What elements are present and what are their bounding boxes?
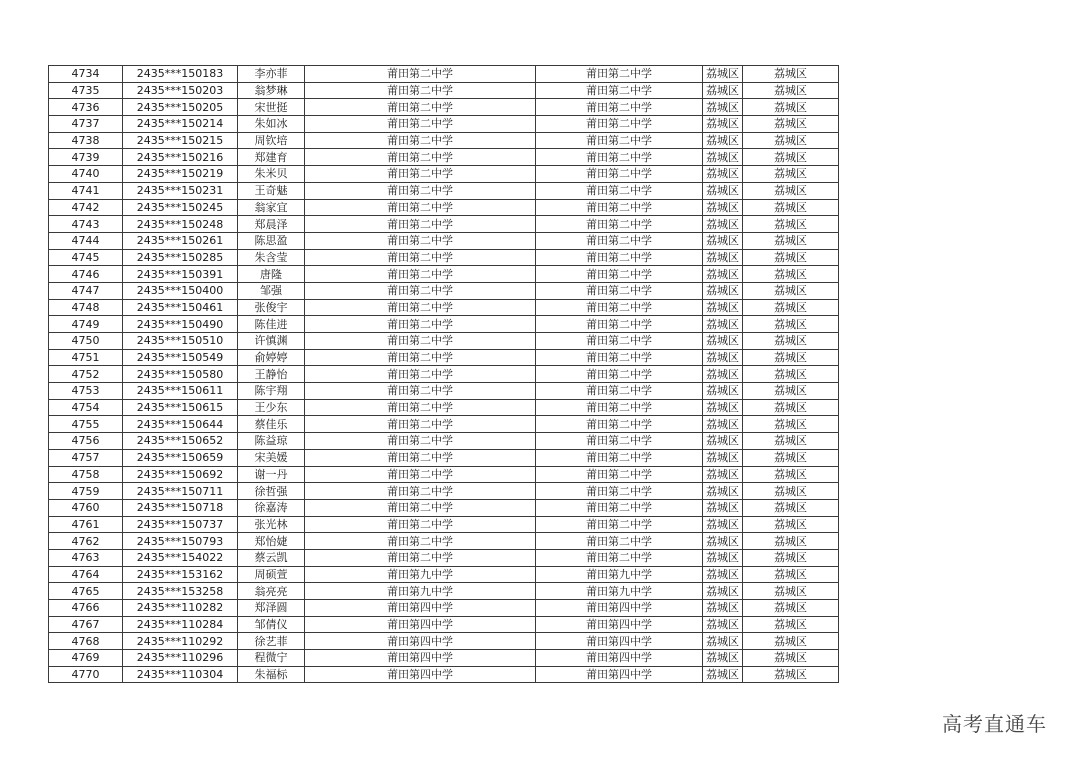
table-row bbox=[49, 666, 839, 683]
student-name-cell: 翁亮亮 bbox=[238, 583, 305, 600]
table-row bbox=[49, 132, 839, 149]
school-cell: 莆田第二中学 bbox=[305, 516, 536, 533]
admitted-school-cell: 莆田第四中学 bbox=[536, 650, 703, 667]
district-cell: 荔城区 bbox=[703, 633, 743, 650]
table-row bbox=[49, 650, 839, 667]
student-name-cell: 周硕萱 bbox=[238, 566, 305, 583]
table-row bbox=[49, 216, 839, 233]
admitted-school-cell: 莆田第四中学 bbox=[536, 600, 703, 617]
district-cell: 荔城区 bbox=[703, 182, 743, 199]
row-number-cell: 4767 bbox=[49, 616, 123, 633]
candidate-id-cell: 2435***150245 bbox=[123, 199, 238, 216]
table-row bbox=[49, 199, 839, 216]
admission-district-cell: 荔城区 bbox=[743, 166, 839, 183]
row-number-cell: 4742 bbox=[49, 199, 123, 216]
admission-district-cell: 荔城区 bbox=[743, 616, 839, 633]
school-cell: 莆田第二中学 bbox=[305, 433, 536, 450]
row-number-cell: 4739 bbox=[49, 149, 123, 166]
row-number-cell: 4736 bbox=[49, 99, 123, 116]
table-row bbox=[49, 333, 839, 350]
admission-district-cell: 荔城区 bbox=[743, 516, 839, 533]
admitted-school-cell: 莆田第二中学 bbox=[536, 66, 703, 83]
admitted-school-cell: 莆田第四中学 bbox=[536, 616, 703, 633]
admission-district-cell: 荔城区 bbox=[743, 499, 839, 516]
school-cell: 莆田第四中学 bbox=[305, 666, 536, 683]
candidate-id-cell: 2435***110284 bbox=[123, 616, 238, 633]
table-row bbox=[49, 633, 839, 650]
table-row bbox=[49, 299, 839, 316]
candidate-id-cell: 2435***150490 bbox=[123, 316, 238, 333]
district-cell: 荔城区 bbox=[703, 533, 743, 550]
table-row bbox=[49, 232, 839, 249]
student-name-cell: 朱含莹 bbox=[238, 249, 305, 266]
student-name-cell: 俞婷婷 bbox=[238, 349, 305, 366]
school-cell: 莆田第二中学 bbox=[305, 533, 536, 550]
school-cell: 莆田第四中学 bbox=[305, 633, 536, 650]
candidate-id-cell: 2435***150231 bbox=[123, 182, 238, 199]
row-number-cell: 4747 bbox=[49, 282, 123, 299]
table-row bbox=[49, 316, 839, 333]
district-cell: 荔城区 bbox=[703, 282, 743, 299]
candidate-id-cell: 2435***150652 bbox=[123, 433, 238, 450]
school-cell: 莆田第二中学 bbox=[305, 383, 536, 400]
table-row bbox=[49, 416, 839, 433]
district-cell: 荔城区 bbox=[703, 333, 743, 350]
row-number-cell: 4735 bbox=[49, 82, 123, 99]
admission-district-cell: 荔城区 bbox=[743, 633, 839, 650]
district-cell: 荔城区 bbox=[703, 666, 743, 683]
district-cell: 荔城区 bbox=[703, 416, 743, 433]
candidate-id-cell: 2435***150711 bbox=[123, 483, 238, 500]
admitted-school-cell: 莆田第九中学 bbox=[536, 583, 703, 600]
row-number-cell: 4744 bbox=[49, 232, 123, 249]
candidate-id-cell: 2435***110304 bbox=[123, 666, 238, 683]
table-body bbox=[49, 66, 839, 683]
admission-district-cell: 荔城区 bbox=[743, 266, 839, 283]
table-row bbox=[49, 182, 839, 199]
admitted-school-cell: 莆田第二中学 bbox=[536, 116, 703, 133]
district-cell: 荔城区 bbox=[703, 399, 743, 416]
admission-district-cell: 荔城区 bbox=[743, 666, 839, 683]
row-number-cell: 4754 bbox=[49, 399, 123, 416]
school-cell: 莆田第二中学 bbox=[305, 266, 536, 283]
table-row bbox=[49, 66, 839, 83]
candidate-id-cell: 2435***150400 bbox=[123, 282, 238, 299]
row-number-cell: 4753 bbox=[49, 383, 123, 400]
admission-district-cell: 荔城区 bbox=[743, 566, 839, 583]
district-cell: 荔城区 bbox=[703, 650, 743, 667]
student-name-cell: 唐隆 bbox=[238, 266, 305, 283]
district-cell: 荔城区 bbox=[703, 216, 743, 233]
admission-district-cell: 荔城区 bbox=[743, 600, 839, 617]
student-name-cell: 郑晨泽 bbox=[238, 216, 305, 233]
admitted-school-cell: 莆田第二中学 bbox=[536, 349, 703, 366]
district-cell: 荔城区 bbox=[703, 483, 743, 500]
school-cell: 莆田第二中学 bbox=[305, 199, 536, 216]
school-cell: 莆田第二中学 bbox=[305, 216, 536, 233]
admitted-school-cell: 莆田第二中学 bbox=[536, 299, 703, 316]
candidate-id-cell: 2435***150205 bbox=[123, 99, 238, 116]
candidate-id-cell: 2435***150214 bbox=[123, 116, 238, 133]
admitted-school-cell: 莆田第二中学 bbox=[536, 166, 703, 183]
row-number-cell: 4751 bbox=[49, 349, 123, 366]
row-number-cell: 4749 bbox=[49, 316, 123, 333]
admission-district-cell: 荔城区 bbox=[743, 282, 839, 299]
candidate-id-cell: 2435***150611 bbox=[123, 383, 238, 400]
candidate-id-cell: 2435***150644 bbox=[123, 416, 238, 433]
row-number-cell: 4761 bbox=[49, 516, 123, 533]
admitted-school-cell: 莆田第四中学 bbox=[536, 666, 703, 683]
table-row bbox=[49, 466, 839, 483]
school-cell: 莆田第四中学 bbox=[305, 650, 536, 667]
row-number-cell: 4756 bbox=[49, 433, 123, 450]
candidate-id-cell: 2435***150692 bbox=[123, 466, 238, 483]
table-row bbox=[49, 266, 839, 283]
row-number-cell: 4755 bbox=[49, 416, 123, 433]
admission-district-cell: 荔城区 bbox=[743, 149, 839, 166]
school-cell: 莆田第二中学 bbox=[305, 416, 536, 433]
student-name-cell: 周钦培 bbox=[238, 132, 305, 149]
district-cell: 荔城区 bbox=[703, 132, 743, 149]
table-row bbox=[49, 600, 839, 617]
row-number-cell: 4748 bbox=[49, 299, 123, 316]
district-cell: 荔城区 bbox=[703, 566, 743, 583]
school-cell: 莆田第二中学 bbox=[305, 299, 536, 316]
school-cell: 莆田第四中学 bbox=[305, 600, 536, 617]
district-cell: 荔城区 bbox=[703, 249, 743, 266]
student-name-cell: 陈益琼 bbox=[238, 433, 305, 450]
row-number-cell: 4734 bbox=[49, 66, 123, 83]
row-number-cell: 4738 bbox=[49, 132, 123, 149]
table-row bbox=[49, 349, 839, 366]
table-row bbox=[49, 166, 839, 183]
admitted-school-cell: 莆田第二中学 bbox=[536, 549, 703, 566]
admitted-school-cell: 莆田第二中学 bbox=[536, 366, 703, 383]
admission-district-cell: 荔城区 bbox=[743, 82, 839, 99]
student-name-cell: 宋美媛 bbox=[238, 449, 305, 466]
table-row bbox=[49, 366, 839, 383]
row-number-cell: 4770 bbox=[49, 666, 123, 683]
candidate-id-cell: 2435***150718 bbox=[123, 499, 238, 516]
district-cell: 荔城区 bbox=[703, 466, 743, 483]
admission-district-cell: 荔城区 bbox=[743, 466, 839, 483]
admission-district-cell: 荔城区 bbox=[743, 533, 839, 550]
school-cell: 莆田第二中学 bbox=[305, 182, 536, 199]
student-name-cell: 翁家宜 bbox=[238, 199, 305, 216]
student-name-cell: 朱福标 bbox=[238, 666, 305, 683]
school-cell: 莆田第二中学 bbox=[305, 449, 536, 466]
admitted-school-cell: 莆田第二中学 bbox=[536, 449, 703, 466]
district-cell: 荔城区 bbox=[703, 366, 743, 383]
admission-district-cell: 荔城区 bbox=[743, 483, 839, 500]
student-name-cell: 李亦菲 bbox=[238, 66, 305, 83]
table-row bbox=[49, 399, 839, 416]
table-row bbox=[49, 99, 839, 116]
school-cell: 莆田第二中学 bbox=[305, 466, 536, 483]
district-cell: 荔城区 bbox=[703, 433, 743, 450]
row-number-cell: 4762 bbox=[49, 533, 123, 550]
school-cell: 莆田第九中学 bbox=[305, 566, 536, 583]
table-row bbox=[49, 82, 839, 99]
student-name-cell: 邹倩仪 bbox=[238, 616, 305, 633]
student-name-cell: 程微宁 bbox=[238, 650, 305, 667]
candidate-id-cell: 2435***153258 bbox=[123, 583, 238, 600]
candidate-id-cell: 2435***150793 bbox=[123, 533, 238, 550]
candidate-id-cell: 2435***154022 bbox=[123, 549, 238, 566]
district-cell: 荔城区 bbox=[703, 383, 743, 400]
admitted-school-cell: 莆田第九中学 bbox=[536, 566, 703, 583]
admission-district-cell: 荔城区 bbox=[743, 132, 839, 149]
student-name-cell: 张光林 bbox=[238, 516, 305, 533]
admitted-school-cell: 莆田第二中学 bbox=[536, 82, 703, 99]
admission-district-cell: 荔城区 bbox=[743, 549, 839, 566]
student-name-cell: 王奇魅 bbox=[238, 182, 305, 199]
candidate-id-cell: 2435***150183 bbox=[123, 66, 238, 83]
admitted-school-cell: 莆田第二中学 bbox=[536, 466, 703, 483]
student-name-cell: 陈思盈 bbox=[238, 232, 305, 249]
table-row bbox=[49, 449, 839, 466]
row-number-cell: 4759 bbox=[49, 483, 123, 500]
district-cell: 荔城区 bbox=[703, 549, 743, 566]
admission-district-cell: 荔城区 bbox=[743, 449, 839, 466]
school-cell: 莆田第二中学 bbox=[305, 166, 536, 183]
student-name-cell: 郑建育 bbox=[238, 149, 305, 166]
school-cell: 莆田第二中学 bbox=[305, 249, 536, 266]
school-cell: 莆田第二中学 bbox=[305, 82, 536, 99]
district-cell: 荔城区 bbox=[703, 166, 743, 183]
admitted-school-cell: 莆田第二中学 bbox=[536, 232, 703, 249]
student-name-cell: 徐嘉涛 bbox=[238, 499, 305, 516]
candidate-id-cell: 2435***110282 bbox=[123, 600, 238, 617]
admission-district-cell: 荔城区 bbox=[743, 333, 839, 350]
row-number-cell: 4737 bbox=[49, 116, 123, 133]
district-cell: 荔城区 bbox=[703, 149, 743, 166]
candidate-id-cell: 2435***150549 bbox=[123, 349, 238, 366]
admission-district-cell: 荔城区 bbox=[743, 399, 839, 416]
school-cell: 莆田第二中学 bbox=[305, 333, 536, 350]
district-cell: 荔城区 bbox=[703, 116, 743, 133]
row-number-cell: 4765 bbox=[49, 583, 123, 600]
row-number-cell: 4752 bbox=[49, 366, 123, 383]
admitted-school-cell: 莆田第二中学 bbox=[536, 149, 703, 166]
table-row bbox=[49, 282, 839, 299]
school-cell: 莆田第二中学 bbox=[305, 282, 536, 299]
table-row bbox=[49, 149, 839, 166]
table-row bbox=[49, 249, 839, 266]
school-cell: 莆田第二中学 bbox=[305, 499, 536, 516]
candidate-id-cell: 2435***150391 bbox=[123, 266, 238, 283]
admission-district-cell: 荔城区 bbox=[743, 650, 839, 667]
student-name-cell: 陈佳进 bbox=[238, 316, 305, 333]
school-cell: 莆田第二中学 bbox=[305, 349, 536, 366]
candidate-id-cell: 2435***150659 bbox=[123, 449, 238, 466]
student-name-cell: 朱米贝 bbox=[238, 166, 305, 183]
student-name-cell: 许慎渊 bbox=[238, 333, 305, 350]
student-name-cell: 蔡佳乐 bbox=[238, 416, 305, 433]
candidate-id-cell: 2435***150510 bbox=[123, 333, 238, 350]
district-cell: 荔城区 bbox=[703, 449, 743, 466]
row-number-cell: 4757 bbox=[49, 449, 123, 466]
student-name-cell: 宋世挺 bbox=[238, 99, 305, 116]
row-number-cell: 4768 bbox=[49, 633, 123, 650]
admission-list-table bbox=[48, 65, 839, 683]
admitted-school-cell: 莆田第二中学 bbox=[536, 132, 703, 149]
admitted-school-cell: 莆田第二中学 bbox=[536, 533, 703, 550]
table-row bbox=[49, 533, 839, 550]
student-name-cell: 徐艺菲 bbox=[238, 633, 305, 650]
admitted-school-cell: 莆田第二中学 bbox=[536, 182, 703, 199]
table-row bbox=[49, 499, 839, 516]
table-row bbox=[49, 483, 839, 500]
district-cell: 荔城区 bbox=[703, 349, 743, 366]
admission-district-cell: 荔城区 bbox=[743, 349, 839, 366]
candidate-id-cell: 2435***150737 bbox=[123, 516, 238, 533]
student-name-cell: 张俊宇 bbox=[238, 299, 305, 316]
candidate-id-cell: 2435***150461 bbox=[123, 299, 238, 316]
candidate-id-cell: 2435***150615 bbox=[123, 399, 238, 416]
admitted-school-cell: 莆田第二中学 bbox=[536, 333, 703, 350]
student-name-cell: 徐哲强 bbox=[238, 483, 305, 500]
district-cell: 荔城区 bbox=[703, 299, 743, 316]
school-cell: 莆田第二中学 bbox=[305, 116, 536, 133]
admission-district-cell: 荔城区 bbox=[743, 316, 839, 333]
student-name-cell: 王少东 bbox=[238, 399, 305, 416]
school-cell: 莆田第九中学 bbox=[305, 583, 536, 600]
district-cell: 荔城区 bbox=[703, 583, 743, 600]
row-number-cell: 4743 bbox=[49, 216, 123, 233]
student-name-cell: 翁梦琳 bbox=[238, 82, 305, 99]
watermark-text: 高考直通车 bbox=[942, 712, 1047, 736]
candidate-id-cell: 2435***110296 bbox=[123, 650, 238, 667]
admission-district-cell: 荔城区 bbox=[743, 433, 839, 450]
admitted-school-cell: 莆田第四中学 bbox=[536, 633, 703, 650]
admission-district-cell: 荔城区 bbox=[743, 199, 839, 216]
admission-district-cell: 荔城区 bbox=[743, 232, 839, 249]
admission-district-cell: 荔城区 bbox=[743, 216, 839, 233]
district-cell: 荔城区 bbox=[703, 66, 743, 83]
admitted-school-cell: 莆田第二中学 bbox=[536, 416, 703, 433]
admission-district-cell: 荔城区 bbox=[743, 383, 839, 400]
row-number-cell: 4760 bbox=[49, 499, 123, 516]
school-cell: 莆田第二中学 bbox=[305, 149, 536, 166]
school-cell: 莆田第四中学 bbox=[305, 616, 536, 633]
admission-district-cell: 荔城区 bbox=[743, 99, 839, 116]
admission-district-cell: 荔城区 bbox=[743, 416, 839, 433]
candidate-id-cell: 2435***153162 bbox=[123, 566, 238, 583]
student-name-cell: 朱如冰 bbox=[238, 116, 305, 133]
candidate-id-cell: 2435***150261 bbox=[123, 232, 238, 249]
admission-district-cell: 荔城区 bbox=[743, 182, 839, 199]
admitted-school-cell: 莆田第二中学 bbox=[536, 199, 703, 216]
admitted-school-cell: 莆田第二中学 bbox=[536, 483, 703, 500]
admitted-school-cell: 莆田第二中学 bbox=[536, 516, 703, 533]
admission-district-cell: 荔城区 bbox=[743, 116, 839, 133]
school-cell: 莆田第二中学 bbox=[305, 66, 536, 83]
row-number-cell: 4766 bbox=[49, 600, 123, 617]
admitted-school-cell: 莆田第二中学 bbox=[536, 249, 703, 266]
student-name-cell: 蔡云凯 bbox=[238, 549, 305, 566]
table-row bbox=[49, 583, 839, 600]
district-cell: 荔城区 bbox=[703, 600, 743, 617]
row-number-cell: 4764 bbox=[49, 566, 123, 583]
row-number-cell: 4750 bbox=[49, 333, 123, 350]
row-number-cell: 4758 bbox=[49, 466, 123, 483]
admitted-school-cell: 莆田第二中学 bbox=[536, 282, 703, 299]
district-cell: 荔城区 bbox=[703, 499, 743, 516]
candidate-id-cell: 2435***150580 bbox=[123, 366, 238, 383]
school-cell: 莆田第二中学 bbox=[305, 483, 536, 500]
district-cell: 荔城区 bbox=[703, 82, 743, 99]
district-cell: 荔城区 bbox=[703, 516, 743, 533]
admission-district-cell: 荔城区 bbox=[743, 583, 839, 600]
admitted-school-cell: 莆田第二中学 bbox=[536, 499, 703, 516]
table-row bbox=[49, 383, 839, 400]
candidate-id-cell: 2435***150219 bbox=[123, 166, 238, 183]
table-row bbox=[49, 433, 839, 450]
admitted-school-cell: 莆田第二中学 bbox=[536, 216, 703, 233]
candidate-id-cell: 2435***110292 bbox=[123, 633, 238, 650]
candidate-id-cell: 2435***150203 bbox=[123, 82, 238, 99]
table-row bbox=[49, 566, 839, 583]
candidate-id-cell: 2435***150285 bbox=[123, 249, 238, 266]
admitted-school-cell: 莆田第二中学 bbox=[536, 399, 703, 416]
school-cell: 莆田第二中学 bbox=[305, 316, 536, 333]
student-name-cell: 邹强 bbox=[238, 282, 305, 299]
district-cell: 荔城区 bbox=[703, 316, 743, 333]
row-number-cell: 4769 bbox=[49, 650, 123, 667]
admission-district-cell: 荔城区 bbox=[743, 299, 839, 316]
student-name-cell: 谢一丹 bbox=[238, 466, 305, 483]
row-number-cell: 4745 bbox=[49, 249, 123, 266]
student-name-cell: 陈宇翔 bbox=[238, 383, 305, 400]
student-name-cell: 王静怡 bbox=[238, 366, 305, 383]
school-cell: 莆田第二中学 bbox=[305, 399, 536, 416]
table-row bbox=[49, 516, 839, 533]
admission-district-cell: 荔城区 bbox=[743, 249, 839, 266]
table-row bbox=[49, 549, 839, 566]
admitted-school-cell: 莆田第二中学 bbox=[536, 99, 703, 116]
district-cell: 荔城区 bbox=[703, 266, 743, 283]
admitted-school-cell: 莆田第二中学 bbox=[536, 316, 703, 333]
district-cell: 荔城区 bbox=[703, 99, 743, 116]
candidate-id-cell: 2435***150248 bbox=[123, 216, 238, 233]
candidate-id-cell: 2435***150215 bbox=[123, 132, 238, 149]
admission-district-cell: 荔城区 bbox=[743, 66, 839, 83]
school-cell: 莆田第二中学 bbox=[305, 232, 536, 249]
school-cell: 莆田第二中学 bbox=[305, 132, 536, 149]
student-name-cell: 郑怡婕 bbox=[238, 533, 305, 550]
admitted-school-cell: 莆田第二中学 bbox=[536, 266, 703, 283]
row-number-cell: 4740 bbox=[49, 166, 123, 183]
admitted-school-cell: 莆田第二中学 bbox=[536, 433, 703, 450]
admission-district-cell: 荔城区 bbox=[743, 366, 839, 383]
district-cell: 荔城区 bbox=[703, 616, 743, 633]
school-cell: 莆田第二中学 bbox=[305, 549, 536, 566]
row-number-cell: 4763 bbox=[49, 549, 123, 566]
candidate-id-cell: 2435***150216 bbox=[123, 149, 238, 166]
school-cell: 莆田第二中学 bbox=[305, 99, 536, 116]
district-cell: 荔城区 bbox=[703, 199, 743, 216]
table-row bbox=[49, 116, 839, 133]
admitted-school-cell: 莆田第二中学 bbox=[536, 383, 703, 400]
student-name-cell: 郑泽圆 bbox=[238, 600, 305, 617]
row-number-cell: 4741 bbox=[49, 182, 123, 199]
row-number-cell: 4746 bbox=[49, 266, 123, 283]
school-cell: 莆田第二中学 bbox=[305, 366, 536, 383]
table-row bbox=[49, 616, 839, 633]
district-cell: 荔城区 bbox=[703, 232, 743, 249]
